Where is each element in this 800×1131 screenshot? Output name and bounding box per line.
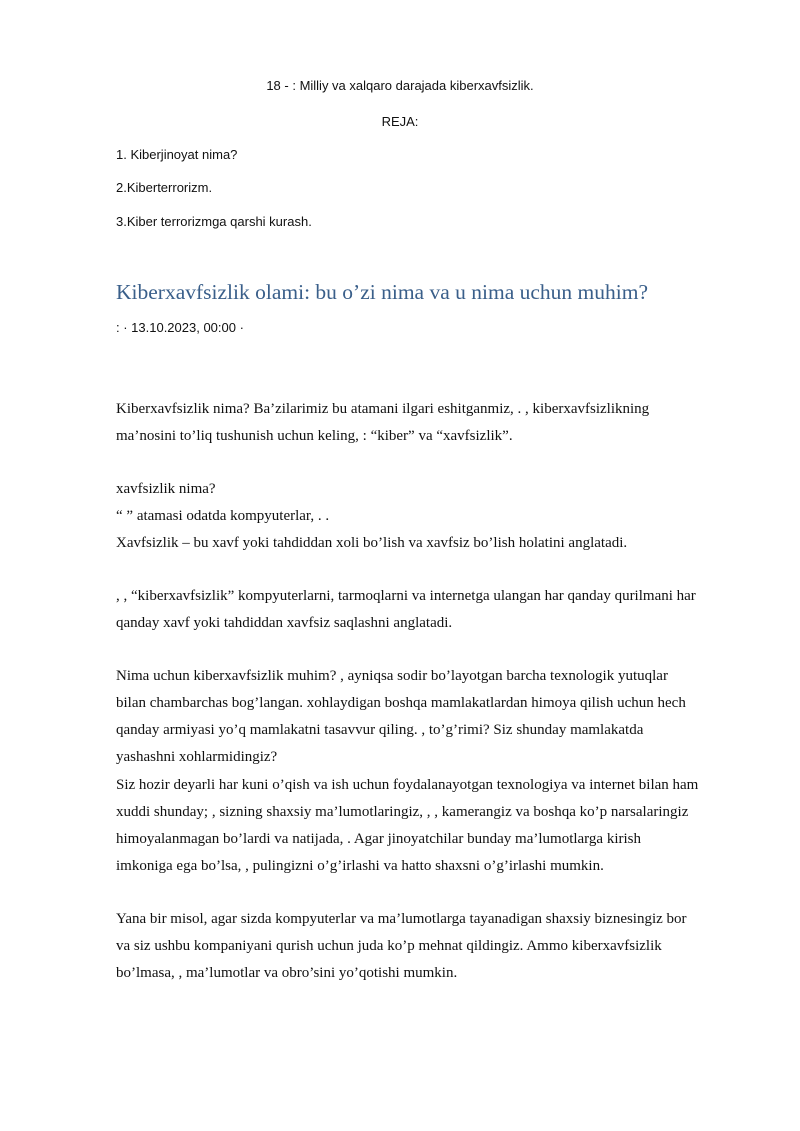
plan-item: 3.Kiber terrorizmga qarshi kurash.: [116, 214, 312, 229]
paragraph-line: imkoniga ega bo’lsa, , pulingizni o’g’irlashi va hatto shaxsni o’g’irlashi mumkin.: [116, 858, 604, 874]
paragraph-line: Yana bir misol, agar sizda kompyuterlar va ma’lumotlarga tayanadigan shaxsiy biznesingiz bor: [116, 911, 687, 927]
paragraph-line: Siz hozir deyarli har kuni o’qish va ish uchun foydalanayotgan texnologiya va internet bilan ham: [116, 777, 699, 793]
paragraph-line: qanday armiyasi yo’q mamlakatni tasavvur qiling. , to’g’rimi? Siz shunday mamlakatda: [116, 722, 644, 738]
plan-label: REJA:: [381, 114, 419, 129]
paragraph-line: va siz ushbu kompaniyani qurish uchun juda ko’p mehnat qildingiz. Ammo kiberxavfsizlik: [116, 938, 662, 954]
topic-title: 18 - : Milliy va xalqaro darajada kiberxavfsizlik.: [266, 78, 534, 93]
paragraph-line: Xavfsizlik – bu xavf yoki tahdiddan xoli bo’lish va xavfsiz bo’lish holatini anglatadi.: [116, 535, 628, 551]
plan-item: 2.Kiberterrorizm.: [116, 180, 213, 195]
paragraph-line: himoyalanmagan bo’lardi va natijada, . Agar jinoyatchilar bunday ma’lumotlarga kirish: [116, 831, 641, 847]
paragraph-line: yashashni xohlarmidingiz?: [116, 749, 278, 765]
paragraph-line: Kiberxavfsizlik nima? Ba’zilarimiz bu atamani ilgari eshitganmiz, . , kiberxavfsizlikning: [116, 401, 650, 417]
paragraph-line: qanday xavf yoki tahdiddan xavfsiz saqlashni anglatadi.: [116, 615, 453, 631]
paragraph-line: Nima uchun kiberxavfsizlik muhim? , ayniqsa sodir bo’layotgan barcha texnologik yutuqlar: [116, 668, 668, 684]
paragraph-line: bo’lmasa, , ma’lumotlar va obro’sini yo’qotishi mumkin.: [116, 965, 458, 981]
article-heading: Kiberxavfsizlik olami: bu o’zi nima va u nima uchun muhim?: [116, 280, 648, 304]
paragraph-line: bilan chambarchas bog’langan. xohlaydigan boshqa mamlakatlardan himoya qilish uchun hech: [116, 695, 686, 711]
paragraph-line: , , “kiberxavfsizlik” kompyuterlarni, tarmoqlarni va internetga ulangan har qanday qurilmani har: [116, 588, 696, 604]
paragraph-line: xuddi shunday; , sizning shaxsiy ma’lumotlaringiz, , , kamerangiz va boshqa ko’p narsalaringiz: [116, 804, 689, 820]
article-meta: : · 13.10.2023, 00:00 ·: [116, 320, 244, 335]
paragraph-line: “ ” atamasi odatda kompyuterlar, . .: [116, 508, 330, 524]
paragraph-line: ma’nosini to’liq tushunish uchun keling, : “kiber” va “xavfsizlik”.: [116, 428, 513, 444]
plan-item: 1. Kiberjinoyat nima?: [116, 147, 238, 162]
paragraph-line: xavfsizlik nima?: [116, 481, 216, 497]
